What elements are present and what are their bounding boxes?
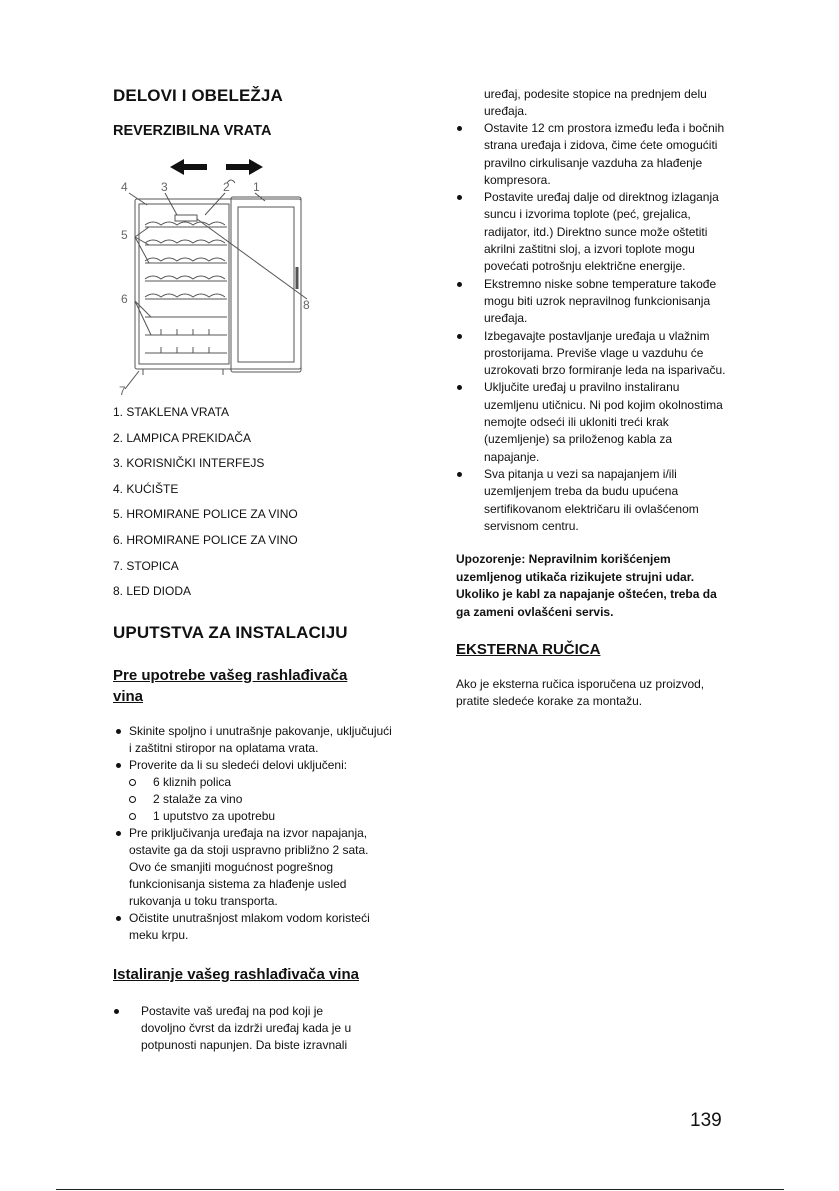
- before-use-list: [113, 723, 393, 944]
- continuation-text: uređaj, podesite stopice na prednjem delu uređaja.: [484, 87, 707, 118]
- figure-label-2: 2: [223, 180, 230, 194]
- list-item: 4. KUĆIŠTE: [113, 481, 179, 496]
- figure-label-8: 8: [303, 298, 310, 312]
- right-column: [456, 86, 731, 710]
- figure-label-6: 6: [121, 292, 128, 306]
- wine-cooler-diagram: [115, 149, 325, 399]
- figure-label-5: 5: [121, 228, 128, 242]
- list-item: Uključite uređaj u pravilno instaliranu uzemljenu utičnicu. Ni pod kojim okolnostima nemojte odseći ili ukloniti treći krak (uzemljenje) sa priloženog kabla za napajanje.: [456, 379, 728, 465]
- list-item-text: Proverite da li su sledeći delovi uključeni:: [129, 757, 348, 772]
- subtitle-reversible-door: REVERZIBILNA VRATA: [113, 123, 272, 139]
- warning-text: Upozorenje: Nepravilnim korišćenjem uzemljenog utikača rizikujete strujni udar. Ukoliko je kabl za napajanje oštećen, treba da ga zameni ovlašćeni servis.: [456, 552, 717, 619]
- list-item: Postavite uređaj dalje od direktnog izlaganja suncu i izvorima toplote (peć, grejalica, radijator, itd.) Direktno sunce može oštetiti akrilni zaštitni sloj, a izvori toplote mogu povećati potrošnju električne energije.: [456, 189, 728, 275]
- list-item: [113, 757, 393, 825]
- list-item: Postavite vaš uređaj na pod koji je dovoljno čvrst da izdrži uređaj kada je u potpunosti napunjen. Da biste izravnali: [113, 1003, 369, 1055]
- list-item: 2. LAMPICA PREKIDAČA: [113, 430, 252, 445]
- list-item: 6 kliznih polica: [113, 774, 393, 791]
- installing-list: [113, 1003, 369, 1055]
- figure-label-3: 3: [161, 180, 168, 194]
- list-item: Skinite spoljno i unutrašnje pakovanje, uključujući i zaštitni stiropor na oplatama vrata.: [113, 723, 393, 757]
- list-item: 3. KORISNIČKI INTERFEJS: [113, 456, 265, 471]
- included-parts-list: [113, 774, 393, 825]
- list-item: 8. LED DIODA: [113, 584, 192, 599]
- installing-list-continued: [456, 120, 728, 535]
- list-item: Ekstremno niske sobne temperature takođe mogu biti uzrok nepravilnog funkcionisanja uređaja.: [456, 276, 728, 328]
- list-item: 1 uputstvo za upotrebu: [113, 808, 393, 825]
- list-item: Ostavite 12 cm prostora između leđa i bočnih strana uređaja i zidova, čime ćete omogućiti pravilno cirkulisanje vazduha za hlađenje kompresora.: [456, 120, 728, 189]
- list-item: 1. STAKLENA VRATA: [113, 405, 230, 419]
- section-title-installation: UPUTSTVA ZA INSTALACIJU: [113, 622, 348, 642]
- list-item: 6. HROMIRANE POLICE ZA VINO: [113, 532, 298, 547]
- subtitle-external-handle: EKSTERNA RUČICA: [456, 641, 601, 659]
- footer-rule: [56, 1189, 784, 1190]
- figure-label-1: 1: [253, 180, 260, 194]
- section-title-parts: DELOVI I OBELEŽJA: [113, 86, 283, 105]
- list-item: Izbegavajte postavljanje uređaja u vlažnim prostorijama. Previše vlage u vazduhu će uzrokovati brzo formiranje leda na isparivaču.: [456, 328, 728, 380]
- figure-label-4: 4: [121, 180, 128, 194]
- list-item: Pre priključivanja uređaja na izvor napajanja, ostavite ga da stoji uspravno približno 2 sata. Ovo će smanjiti mogućnost pogrešnog funkcionisanja sistema za hlađenje usled rukovanja u toku transporta.: [113, 825, 393, 910]
- list-item: Očistite unutrašnjost mlakom vodom koristeći meku krpu.: [113, 910, 393, 944]
- subtitle-installing: Istaliranje vašeg rashlađivača vina: [113, 965, 359, 983]
- left-column: [113, 86, 393, 1055]
- arrow-right-icon: [226, 159, 263, 175]
- list-item: 5. HROMIRANE POLICE ZA VINO: [113, 507, 298, 522]
- list-item: Sva pitanja u vezi sa napajanjem i/ili uzemljenjem treba da budu upućena sertifikovanom električaru ili ovlašćenom servisnom centru.: [456, 466, 728, 535]
- handle-text: Ako je eksterna ručica isporučena uz proizvod, pratite sledeće korake za montažu.: [456, 677, 705, 709]
- list-item: 7. STOPICA: [113, 558, 179, 573]
- parts-list: [113, 405, 393, 610]
- list-item: 2 stalaže za vino: [113, 791, 393, 808]
- subtitle-before-use: Pre upotrebe vašeg rashlađivača vina: [113, 666, 348, 705]
- figure-label-7: 7: [119, 384, 126, 398]
- page-number: 139: [690, 1110, 722, 1131]
- arrow-left-icon: [170, 159, 207, 175]
